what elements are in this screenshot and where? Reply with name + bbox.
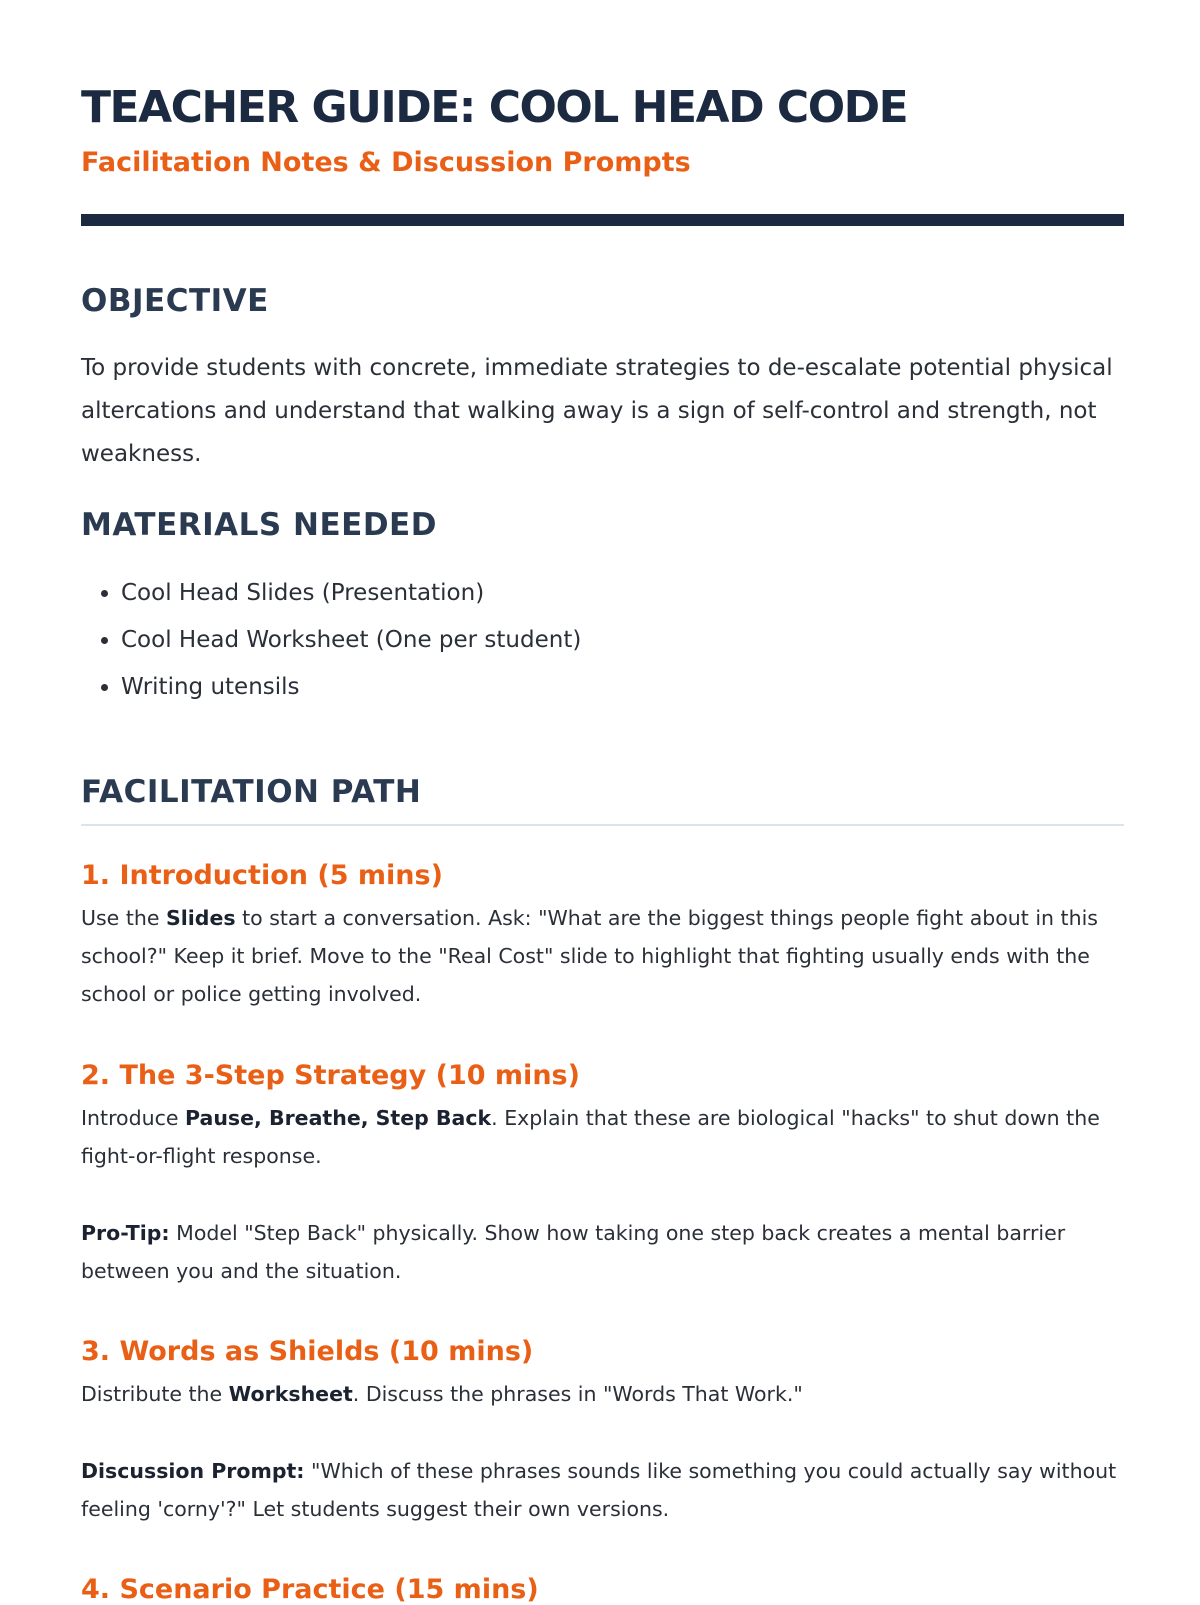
facilitation-heading: FACILITATION PATH [81, 774, 422, 810]
step-1-title: 1. Introduction (5 mins) [81, 860, 443, 891]
step-2-text: Introduce Pause, Breathe, Step Back. Explain that these are biological "hacks" to shut down the fight-or-flight response. [81, 1106, 1100, 1168]
page-subtitle: Facilitation Notes & Discussion Prompts [81, 147, 691, 178]
objective-heading: OBJECTIVE [81, 283, 269, 319]
step-1-text: Use the Slides to start a conversation. Ask: "What are the biggest things people fight about in this school?" Keep it brief. Move to the "Real Cost" slide to highlight that fighting usually ends with the school or police getting involved. [81, 906, 1098, 1006]
step-4-title: 4. Scenario Practice (15 mins) [81, 1574, 539, 1605]
step-3-title: 3. Words as Shields (10 mins) [81, 1336, 534, 1367]
materials-heading: MATERIALS NEEDED [81, 507, 437, 543]
step-3-text: Distribute the Worksheet. Discuss the phrases in "Words That Work." [81, 1382, 803, 1406]
list-item: • Cool Head Worksheet (One per student) [121, 617, 581, 664]
materials-list [81, 570, 581, 711]
facilitation-divider [81, 824, 1124, 826]
title-divider [81, 214, 1124, 226]
step-2-title: 2. The 3-Step Strategy (10 mins) [81, 1060, 580, 1091]
list-item: • Writing utensils [121, 664, 581, 711]
page-title: TEACHER GUIDE: COOL HEAD CODE [81, 82, 908, 133]
list-item: • Cool Head Slides (Presentation) [121, 570, 581, 617]
step-3-discussion-prompt: Discussion Prompt: "Which of these phrases sounds like something you could actually say without feeling 'corny'?" Let students suggest their own versions. [81, 1459, 1117, 1521]
objective-text: To provide students with concrete, immediate strategies to de-escalate potential physical altercations and understand that walking away is a sign of self-control and strength, not weakness. [81, 355, 1113, 467]
step-2-pro-tip: Pro-Tip: Model "Step Back" physically. Show how taking one step back creates a mental barrier between you and the situation. [81, 1221, 1066, 1283]
